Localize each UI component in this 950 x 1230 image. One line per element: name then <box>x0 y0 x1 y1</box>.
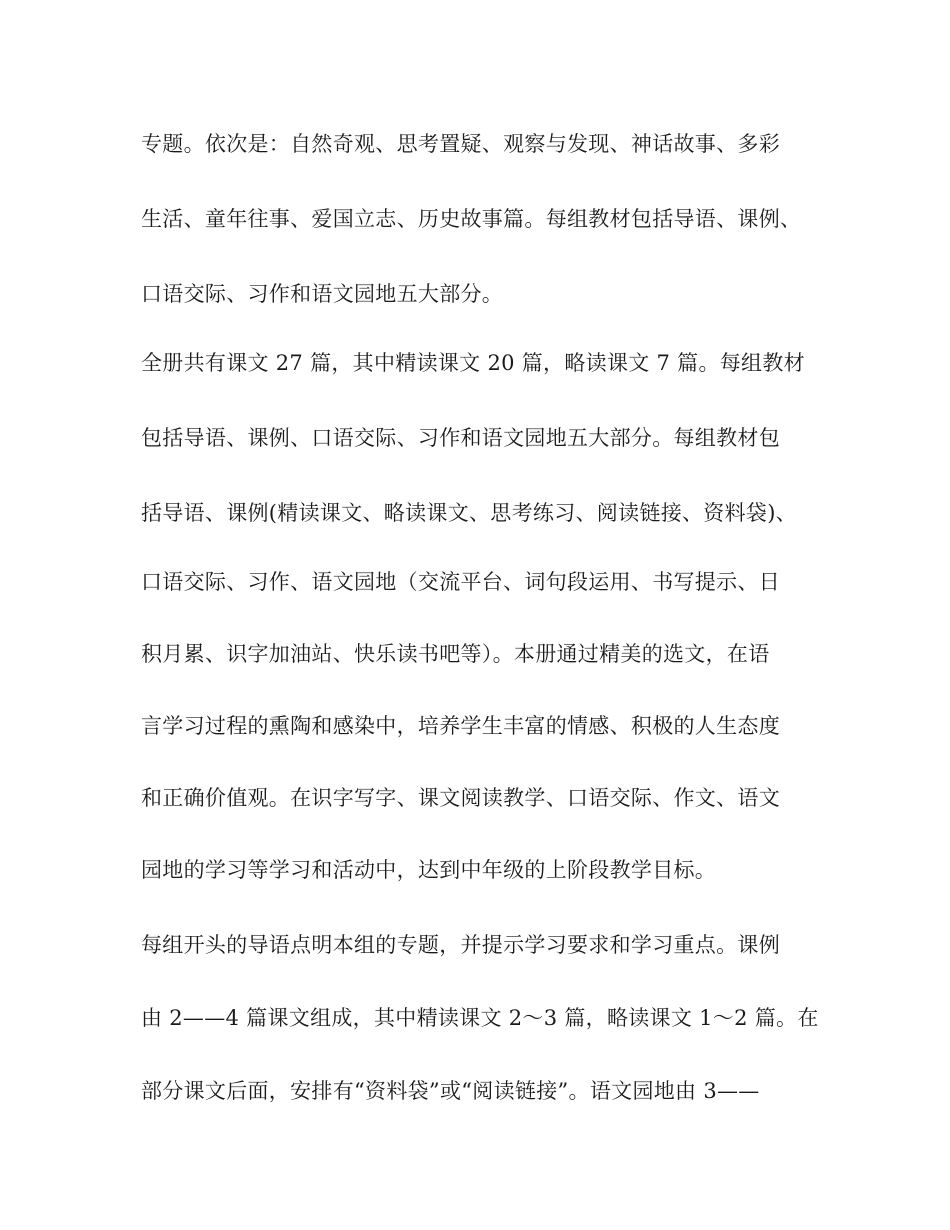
text-line: 生活、童年往事、爱国立志、历史故事篇。每组教材包括导语、课例、 <box>141 207 802 231</box>
text-line: 言学习过程的熏陶和感染中，培养学生丰富的情感、积极的人生态度 <box>141 714 780 738</box>
text-line: 由 2——4 篇课文组成，其中精读课文 2～3 篇，略读课文 1～2 篇。在 <box>141 1006 819 1030</box>
text-line: 每组开头的导语点明本组的专题，并提示学习要求和学习重点。课例 <box>141 933 780 957</box>
text-line: 部分课文后面，安排有“资料袋”或“阅读链接”。语文园地由 3—— <box>141 1079 760 1103</box>
text-line: 和正确价值观。在识字写字、课文阅读教学、口语交际、作文、语文 <box>141 786 780 810</box>
text-line: 积月累、识字加油站、快乐读书吧等）。本册通过精美的选文，在语 <box>141 642 770 666</box>
text-line: 包括导语、课例、口语交际、习作和语文园地五大部分。每组教材包 <box>141 426 780 450</box>
text-line: 口语交际、习作和语文园地五大部分。 <box>141 282 504 306</box>
text-line: 全册共有课文 27 篇，其中精读课文 20 篇，略读课文 7 篇。每组教材 <box>141 351 805 375</box>
text-line: 园地的学习等学习和活动中，达到中年级的上阶段教学目标。 <box>141 858 717 882</box>
text-line: 专题。依次是：自然奇观、思考置疑、观察与发现、神话故事、多彩 <box>141 132 780 156</box>
text-line: 括导语、课例(精读课文、略读课文、思考练习、阅读链接、资料袋)、 <box>141 501 797 525</box>
text-line: 口语交际、习作、语文园地（交流平台、词句段运用、书写提示、日 <box>141 570 780 594</box>
